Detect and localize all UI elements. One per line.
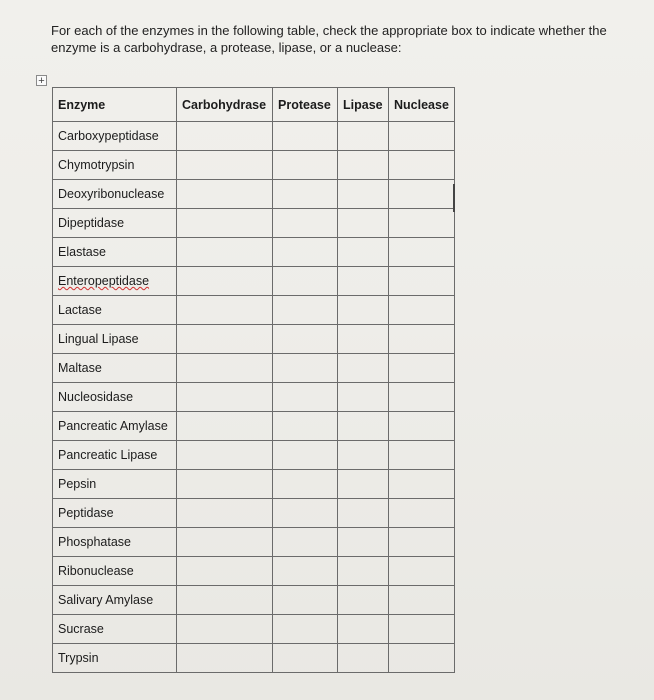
enzyme-name-cell: Chymotrypsin xyxy=(53,151,177,180)
header-carbohydrase: Carbohydrase xyxy=(177,88,273,122)
checkbox-cell-nuclease[interactable] xyxy=(389,470,455,499)
checkbox-cell-carbohydrase[interactable] xyxy=(177,238,273,267)
table-row xyxy=(53,267,455,296)
enzyme-name-cell: Sucrase xyxy=(53,615,177,644)
table-move-handle-icon[interactable]: + xyxy=(36,75,47,86)
checkbox-cell-carbohydrase[interactable] xyxy=(177,644,273,673)
checkbox-cell-carbohydrase[interactable] xyxy=(177,267,273,296)
enzyme-name-cell: Nucleosidase xyxy=(53,383,177,412)
checkbox-cell-carbohydrase[interactable] xyxy=(177,499,273,528)
checkbox-cell-nuclease[interactable] xyxy=(389,586,455,615)
checkbox-cell-protease[interactable] xyxy=(273,412,338,441)
header-nuclease: Nuclease xyxy=(389,88,455,122)
enzyme-name-cell: Pancreatic Amylase xyxy=(53,412,177,441)
table-row xyxy=(53,499,455,528)
checkbox-cell-nuclease[interactable] xyxy=(389,325,455,354)
checkbox-cell-protease[interactable] xyxy=(273,122,338,151)
checkbox-cell-carbohydrase[interactable] xyxy=(177,586,273,615)
checkbox-cell-lipase[interactable] xyxy=(338,296,389,325)
checkbox-cell-carbohydrase[interactable] xyxy=(177,180,273,209)
checkbox-cell-protease[interactable] xyxy=(273,644,338,673)
text-cursor xyxy=(453,184,455,212)
checkbox-cell-carbohydrase[interactable] xyxy=(177,412,273,441)
checkbox-cell-protease[interactable] xyxy=(273,470,338,499)
header-enzyme: Enzyme xyxy=(53,88,177,122)
checkbox-cell-lipase[interactable] xyxy=(338,180,389,209)
checkbox-cell-nuclease[interactable] xyxy=(389,122,455,151)
table-row xyxy=(53,354,455,383)
enzyme-name-cell: Pancreatic Lipase xyxy=(53,441,177,470)
checkbox-cell-carbohydrase[interactable] xyxy=(177,354,273,383)
header-protease: Protease xyxy=(273,88,338,122)
table-row xyxy=(53,644,455,673)
enzyme-name-cell: Phosphatase xyxy=(53,528,177,557)
table-row xyxy=(53,412,455,441)
table-row xyxy=(53,557,455,586)
checkbox-cell-nuclease[interactable] xyxy=(389,180,455,209)
table-row xyxy=(53,615,455,644)
checkbox-cell-protease[interactable] xyxy=(273,615,338,644)
checkbox-cell-protease[interactable] xyxy=(273,238,338,267)
enzyme-name-cell: Enteropeptidase xyxy=(53,267,177,296)
checkbox-cell-nuclease[interactable] xyxy=(389,209,455,238)
checkbox-cell-lipase[interactable] xyxy=(338,586,389,615)
checkbox-cell-protease[interactable] xyxy=(273,586,338,615)
instructions-text: For each of the enzymes in the following table, check the appropriate box to indicate whether the enzyme is a carbohydrase, a protease, lipase, or a nuclease: xyxy=(51,23,607,55)
checkbox-cell-nuclease[interactable] xyxy=(389,499,455,528)
checkbox-cell-lipase[interactable] xyxy=(338,325,389,354)
checkbox-cell-carbohydrase[interactable] xyxy=(177,528,273,557)
table-row xyxy=(53,209,455,238)
checkbox-cell-nuclease[interactable] xyxy=(389,151,455,180)
checkbox-cell-lipase[interactable] xyxy=(338,238,389,267)
checkbox-cell-lipase[interactable] xyxy=(338,615,389,644)
checkbox-cell-protease[interactable] xyxy=(273,151,338,180)
checkbox-cell-carbohydrase[interactable] xyxy=(177,383,273,412)
header-lipase: Lipase xyxy=(338,88,389,122)
enzyme-name-cell: Pepsin xyxy=(53,470,177,499)
enzyme-name-cell: Lactase xyxy=(53,296,177,325)
enzyme-name-cell: Dipeptidase xyxy=(53,209,177,238)
enzyme-name-cell: Deoxyribonuclease xyxy=(53,180,177,209)
checkbox-cell-nuclease[interactable] xyxy=(389,615,455,644)
table-row xyxy=(53,325,455,354)
table-row xyxy=(53,180,455,209)
checkbox-cell-carbohydrase[interactable] xyxy=(177,615,273,644)
checkbox-cell-nuclease[interactable] xyxy=(389,528,455,557)
checkbox-cell-lipase[interactable] xyxy=(338,122,389,151)
checkbox-cell-nuclease[interactable] xyxy=(389,441,455,470)
checkbox-cell-lipase[interactable] xyxy=(338,383,389,412)
checkbox-cell-protease[interactable] xyxy=(273,325,338,354)
checkbox-cell-nuclease[interactable] xyxy=(389,383,455,412)
checkbox-cell-carbohydrase[interactable] xyxy=(177,325,273,354)
checkbox-cell-carbohydrase[interactable] xyxy=(177,151,273,180)
table-row xyxy=(53,470,455,499)
table-row xyxy=(53,383,455,412)
checkbox-cell-carbohydrase[interactable] xyxy=(177,296,273,325)
enzyme-name-cell: Salivary Amylase xyxy=(53,586,177,615)
checkbox-cell-nuclease[interactable] xyxy=(389,296,455,325)
table-row xyxy=(53,151,455,180)
checkbox-cell-nuclease[interactable] xyxy=(389,557,455,586)
enzyme-name-cell: Trypsin xyxy=(53,644,177,673)
enzyme-name-cell: Peptidase xyxy=(53,499,177,528)
checkbox-cell-carbohydrase[interactable] xyxy=(177,441,273,470)
checkbox-cell-lipase[interactable] xyxy=(338,151,389,180)
checkbox-cell-lipase[interactable] xyxy=(338,412,389,441)
enzyme-name-cell: Maltase xyxy=(53,354,177,383)
checkbox-cell-lipase[interactable] xyxy=(338,528,389,557)
checkbox-cell-nuclease[interactable] xyxy=(389,354,455,383)
checkbox-cell-protease[interactable] xyxy=(273,499,338,528)
checkbox-cell-carbohydrase[interactable] xyxy=(177,557,273,586)
checkbox-cell-protease[interactable] xyxy=(273,557,338,586)
table-row xyxy=(53,122,455,151)
checkbox-cell-protease[interactable] xyxy=(273,383,338,412)
checkbox-cell-carbohydrase[interactable] xyxy=(177,209,273,238)
checkbox-cell-protease[interactable] xyxy=(273,354,338,383)
enzyme-name-cell: Lingual Lipase xyxy=(53,325,177,354)
checkbox-cell-lipase[interactable] xyxy=(338,267,389,296)
enzyme-table xyxy=(52,87,455,673)
checkbox-cell-protease[interactable] xyxy=(273,441,338,470)
checkbox-cell-nuclease[interactable] xyxy=(389,644,455,673)
checkbox-cell-lipase[interactable] xyxy=(338,557,389,586)
checkbox-cell-lipase[interactable] xyxy=(338,644,389,673)
enzyme-name-cell: Elastase xyxy=(53,238,177,267)
checkbox-cell-nuclease[interactable] xyxy=(389,412,455,441)
checkbox-cell-carbohydrase[interactable] xyxy=(177,122,273,151)
enzyme-name-cell: Carboxypeptidase xyxy=(53,122,177,151)
checkbox-cell-carbohydrase[interactable] xyxy=(177,470,273,499)
checkbox-cell-protease[interactable] xyxy=(273,180,338,209)
table-row xyxy=(53,441,455,470)
table-row xyxy=(53,528,455,557)
checkbox-cell-nuclease[interactable] xyxy=(389,267,455,296)
table-row xyxy=(53,586,455,615)
checkbox-cell-protease[interactable] xyxy=(273,209,338,238)
checkbox-cell-protease[interactable] xyxy=(273,267,338,296)
table-header-row xyxy=(53,88,455,122)
checkbox-cell-lipase[interactable] xyxy=(338,354,389,383)
checkbox-cell-lipase[interactable] xyxy=(338,441,389,470)
checkbox-cell-protease[interactable] xyxy=(273,528,338,557)
table-row xyxy=(53,296,455,325)
checkbox-cell-lipase[interactable] xyxy=(338,470,389,499)
checkbox-cell-protease[interactable] xyxy=(273,296,338,325)
checkbox-cell-lipase[interactable] xyxy=(338,499,389,528)
table-row xyxy=(53,238,455,267)
checkbox-cell-nuclease[interactable] xyxy=(389,238,455,267)
enzyme-name-cell: Ribonuclease xyxy=(53,557,177,586)
checkbox-cell-lipase[interactable] xyxy=(338,209,389,238)
